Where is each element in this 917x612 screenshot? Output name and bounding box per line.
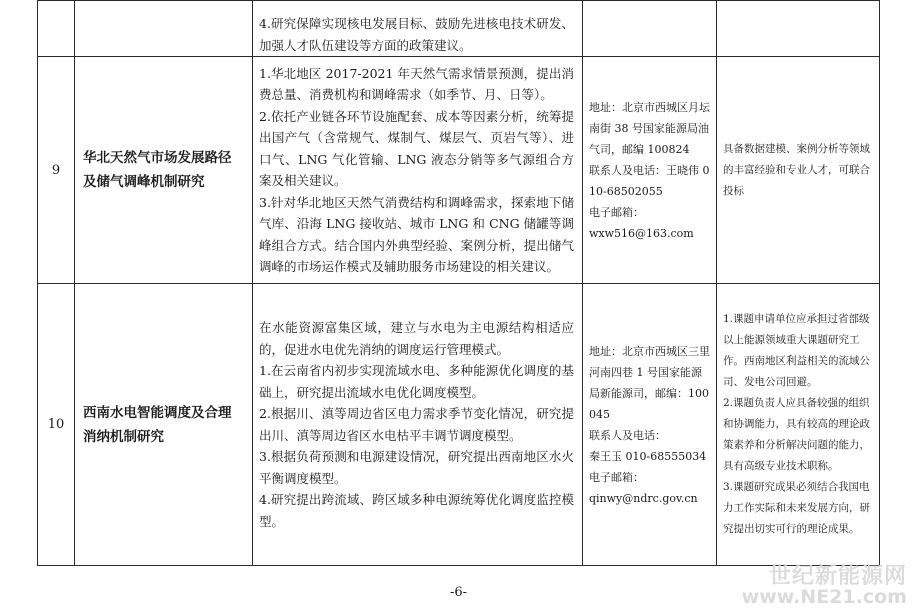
table-row-10 — [38, 284, 880, 566]
content-paragraph: 2.根据川、滇等周边省区电力需求季节变化情况，研究提出川、滇等周边省区水电枯平丰调节调度模型。 — [259, 406, 574, 443]
requirement-item: 1.课题申请单位应承担过省部级以上能源领域重大课题研究工作。西南地区利益相关的流域公司、发电公司回避。 — [723, 313, 870, 388]
requirements-cell — [717, 57, 880, 284]
contact-cell — [583, 1, 717, 57]
requirements-cell — [717, 1, 880, 57]
content-cell — [253, 57, 583, 284]
watermark-text-en: www.NE21.com — [741, 586, 907, 609]
project-table — [37, 0, 880, 566]
content-paragraph: 1.华北地区 2017-2021 年天然气需求情景预测，提出消费总量、消费机构和调峰需求（如季节、月、日等）。 — [259, 65, 574, 102]
watermark-text-cn: 世纪新能源网 — [768, 563, 907, 589]
watermark-logo — [742, 565, 907, 608]
requirement-item: 3.课题研究成果必须结合我国电力工作实际和未来发展方向，研究提出切实可行的理论成果。 — [723, 481, 870, 535]
requirement-item: 2.课题负责人应具备较强的组织和协调能力，具有较高的理论政策素养和分析解决问题的能力，具有高级专业技术职称。 — [723, 397, 870, 472]
topic-cell: 西南水电智能调度及合理消纳机制研究 — [75, 284, 253, 566]
row-number-cell — [38, 1, 75, 57]
contact-email-label: 电子邮箱： — [589, 205, 644, 219]
contact-cell — [583, 57, 717, 284]
topic-cell — [75, 1, 253, 57]
row-number-cell: 10 — [38, 284, 75, 566]
content-cell — [253, 1, 583, 57]
content-paragraph: 1.在云南省内初步实现流域水电、多种能源优化调度的基础上，研究提出流域水电优化调度模型。 — [259, 363, 574, 400]
contact-address: 地址：北京市西城区三里河南四巷 1 号国家能源局新能源司，邮编：100045 — [589, 344, 710, 421]
topic-cell: 华北天然气市场发展路径及储气调峰机制研究 — [75, 57, 253, 284]
row-number-cell: 9 — [38, 57, 75, 284]
table-row-continued — [38, 1, 880, 57]
contact-address: 地址：北京市西城区月坛南街 38 号国家能源局油气司，邮编 100824 — [589, 100, 710, 156]
contact-person: 秦王玉 010-68555034 — [589, 449, 707, 463]
content-paragraph: 4.研究保障实现核电发展目标、鼓励先进核电技术研发、加强人才队伍建设等方面的政策建议。 — [259, 16, 574, 53]
contact-cell — [583, 284, 717, 566]
contact-person: 联系人及电话：王晓伟 010-68502055 — [589, 163, 710, 198]
content-paragraph: 3.针对华北地区天然气消费结构和调峰需求，探索地下储气库、沿海 LNG 接收站、城市 LNG 和 CNG 储罐等调峰组合方式。结合国内外典型经验、案例分析，提出储气调峰的市场运作模式及辅助服务市场建设的相关建议。 — [259, 194, 574, 274]
page-number: -6- — [449, 585, 468, 600]
contact-person-label: 联系人及电话： — [589, 428, 666, 442]
content-cell — [253, 284, 583, 566]
content-paragraph: 4.研究提出跨流域、跨区域多种电源统筹优化调度监控模型。 — [259, 492, 574, 529]
content-paragraph: 在水能资源富集区域，建立与水电为主电源结构相适应的，促进水电优先消纳的调度运行管理模式。 — [259, 320, 574, 357]
requirement-item: 具备数据建模、案例分析等领域的丰富经验和专业人才，可联合投标 — [723, 142, 870, 197]
content-paragraph: 2.依托产业链各环节设施配套、成本等因素分析，统筹提出国产气（含常规气、煤制气、煤层气、页岩气等）、进口气、LNG 气化管输、LNG 液态分销等多气源组合方案及相关建议。 — [259, 108, 574, 188]
contact-email: wxw516@163.com — [589, 226, 694, 240]
requirements-cell — [717, 284, 880, 566]
content-paragraph: 3.根据负荷预测和电源建设情况，研究提出西南地区水火平衡调度模型。 — [259, 449, 574, 486]
table-row-9 — [38, 57, 880, 284]
contact-email: qinwy@ndrc.gov.cn — [589, 491, 698, 505]
contact-email-label: 电子邮箱： — [589, 470, 644, 484]
